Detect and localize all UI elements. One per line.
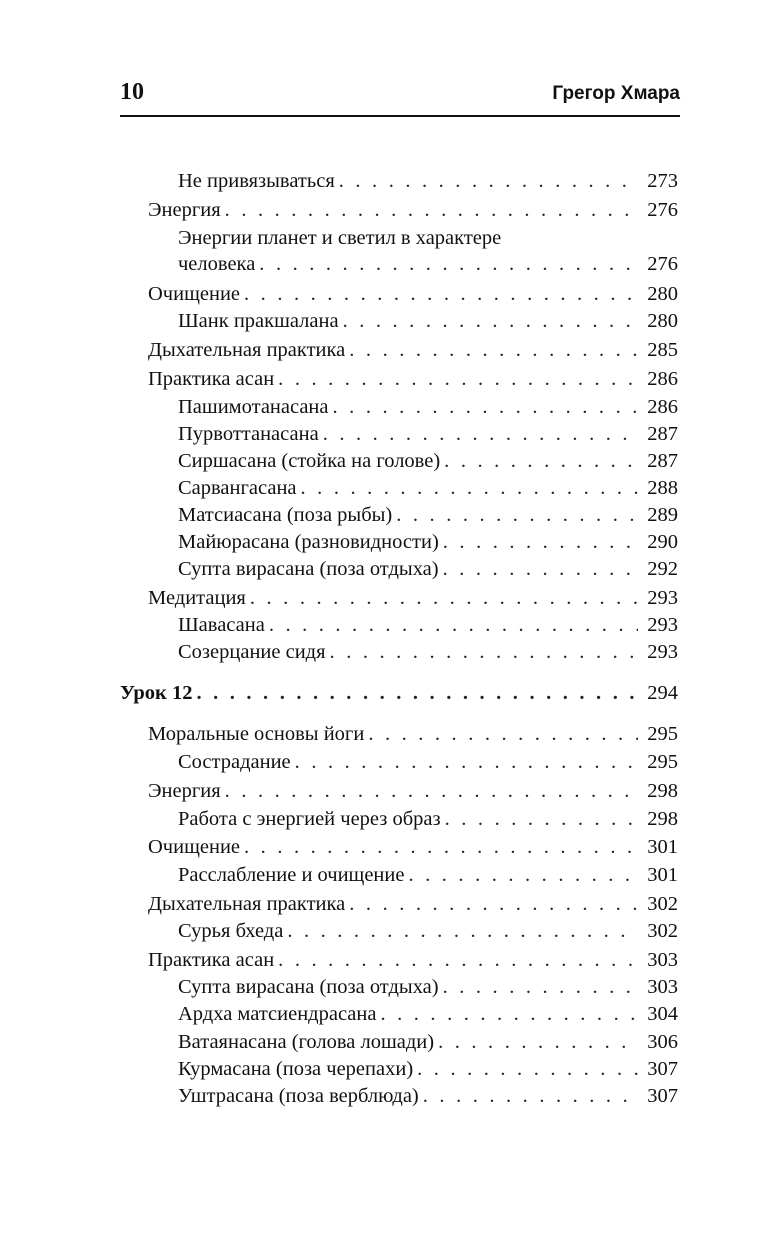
toc-entry-title: Ардха матсиендрасана xyxy=(178,1003,377,1025)
toc-entry xyxy=(178,556,678,583)
dot-leader xyxy=(330,639,638,666)
toc-entry-page: 286 xyxy=(647,396,678,418)
dot-leader xyxy=(278,366,638,393)
toc-entry xyxy=(178,806,678,833)
toc-entry-page: 302 xyxy=(647,920,678,942)
dot-leader xyxy=(443,974,638,1001)
toc-entry-title: Не привязываться xyxy=(178,170,335,192)
dot-leader xyxy=(423,1083,638,1110)
dot-leader xyxy=(196,680,638,707)
toc-entry-page: 285 xyxy=(647,339,678,361)
toc-entry-title: Уштрасана (поза верблюда) xyxy=(178,1085,419,1107)
toc-entry-title: Урок 12 xyxy=(120,682,193,704)
toc-entry-title: Курмасана (поза черепахи) xyxy=(178,1058,414,1080)
dot-leader xyxy=(349,891,638,918)
toc-entry-title: Пашимотанасана xyxy=(178,396,329,418)
toc-entry-title: Моральные основы йоги xyxy=(148,723,365,745)
toc-entry-title: Дыхательная практика xyxy=(148,893,346,915)
toc-entry xyxy=(148,721,678,748)
dot-leader xyxy=(396,502,638,529)
toc-entry-title: Супта вирасана (поза отдыха) xyxy=(178,558,439,580)
toc-entry-page: 302 xyxy=(647,893,678,915)
toc-entry xyxy=(178,421,678,448)
toc-entry xyxy=(148,337,678,364)
dot-leader xyxy=(278,947,638,974)
toc-entry-page: 303 xyxy=(647,949,678,971)
toc-entry-title: Очищение xyxy=(148,836,241,858)
toc-entry xyxy=(178,448,678,475)
toc-entry-page: 307 xyxy=(647,1085,678,1107)
toc-entry-title: Сарвангасана xyxy=(178,477,297,499)
toc-entry xyxy=(178,1029,678,1056)
toc-entry-title: Шанк пракшалана xyxy=(178,310,339,332)
toc-entry xyxy=(148,281,678,308)
toc-entry-title: Энергия xyxy=(148,780,221,802)
toc-entry xyxy=(178,1056,678,1083)
toc-entry xyxy=(178,1083,678,1110)
toc-entry xyxy=(148,585,678,612)
dot-leader xyxy=(250,585,638,612)
toc-entry-page: 280 xyxy=(647,283,678,305)
toc-entry-title: Дыхательная практика xyxy=(148,339,346,361)
toc-entry-title: Работа с энергией через образ xyxy=(178,808,441,830)
toc-entry-page: 287 xyxy=(647,423,678,445)
toc-entry-page: 298 xyxy=(647,808,678,830)
toc-entry-page: 301 xyxy=(647,836,678,858)
toc-entry-page: 280 xyxy=(647,310,678,332)
toc-entry xyxy=(178,394,678,421)
toc-entry-title: Сострадание xyxy=(178,751,291,773)
toc-entry xyxy=(178,749,678,776)
toc-entry-page: 306 xyxy=(647,1031,678,1053)
dot-leader xyxy=(443,529,638,556)
dot-leader xyxy=(301,475,638,502)
page-number: 10 xyxy=(120,79,144,105)
dot-leader xyxy=(269,612,638,639)
toc-entry-title: Энергия xyxy=(148,199,221,221)
toc-entry-page: 295 xyxy=(647,723,678,745)
dot-leader xyxy=(225,197,638,224)
dot-leader xyxy=(444,448,638,475)
dot-leader xyxy=(417,1056,638,1083)
toc-chapter-entry xyxy=(120,680,678,707)
dot-leader xyxy=(323,421,638,448)
toc-entry xyxy=(178,612,678,639)
dot-leader xyxy=(349,337,638,364)
toc-entry-title: Сурья бхеда xyxy=(178,920,284,942)
toc-entry-title: Сиршасана (стойка на голове) xyxy=(178,450,441,472)
toc-entry xyxy=(178,918,678,945)
dot-leader xyxy=(445,806,638,833)
toc-entry-title: Шавасана xyxy=(178,614,265,636)
toc-entry-page: 293 xyxy=(647,614,678,636)
toc-entry-title: Медитация xyxy=(148,587,246,609)
toc-entry-page: 303 xyxy=(647,976,678,998)
toc-entry-page: 293 xyxy=(647,641,678,663)
toc-entry xyxy=(148,197,678,224)
toc-entry xyxy=(178,251,678,278)
toc-entry xyxy=(178,974,678,1001)
toc-entry-title: Супта вирасана (поза отдыха) xyxy=(178,976,439,998)
running-head-author: Грегор Хмара xyxy=(552,83,680,104)
toc-entry-title: Майюрасана (разновидности) xyxy=(178,531,439,553)
toc-entry-title: Ватаянасана (голова лошади) xyxy=(178,1031,435,1053)
toc-entry-page: 304 xyxy=(647,1003,678,1025)
toc-entry-page: 286 xyxy=(647,368,678,390)
toc-entry xyxy=(178,529,678,556)
dot-leader xyxy=(244,281,638,308)
toc-entry xyxy=(148,366,678,393)
toc-entry-page: 276 xyxy=(647,199,678,221)
toc-entry-page: 289 xyxy=(647,504,678,526)
dot-leader xyxy=(339,168,638,195)
toc-entry-page: 294 xyxy=(647,682,678,704)
dot-leader xyxy=(225,778,638,805)
toc-entry-page: 298 xyxy=(647,780,678,802)
toc-entry xyxy=(178,1001,678,1028)
toc-entry-title: человека xyxy=(178,253,256,275)
dot-leader xyxy=(333,394,638,421)
toc-entry-page: 292 xyxy=(647,558,678,580)
dot-leader xyxy=(408,862,638,889)
toc-entry xyxy=(178,502,678,529)
toc-entry-title: Практика асан xyxy=(148,949,275,971)
toc-entry xyxy=(148,891,678,918)
toc-entry-title: Расслабление и очищение xyxy=(178,864,405,886)
toc-entry-page: 276 xyxy=(647,253,678,275)
toc-entry-page: 273 xyxy=(647,170,678,192)
toc-entry-title: Очищение xyxy=(148,283,241,305)
toc-entry xyxy=(148,834,678,861)
dot-leader xyxy=(287,918,638,945)
toc-entry-page: 295 xyxy=(647,751,678,773)
toc-entry xyxy=(148,947,678,974)
toc-entry xyxy=(178,168,678,195)
toc-entry-page: 293 xyxy=(647,587,678,609)
toc-entry xyxy=(178,862,678,889)
dot-leader xyxy=(259,251,638,278)
toc-entry xyxy=(178,308,678,335)
dot-leader xyxy=(244,834,638,861)
dot-leader xyxy=(443,556,638,583)
dot-leader xyxy=(295,749,638,776)
toc-entry-title-line1: Энергии планет и светил в характере xyxy=(178,227,502,249)
toc-entry-title: Созерцание сидя xyxy=(178,641,326,663)
toc-entry xyxy=(148,778,678,805)
dot-leader xyxy=(368,721,638,748)
toc-entry-title: Матсиасана (поза рыбы) xyxy=(178,504,393,526)
toc-entry-page: 307 xyxy=(647,1058,678,1080)
toc-entry xyxy=(178,639,678,666)
toc-entry-page: 301 xyxy=(647,864,678,886)
toc-entry-title: Практика асан xyxy=(148,368,275,390)
dot-leader xyxy=(380,1001,638,1028)
toc-entry-page: 290 xyxy=(647,531,678,553)
toc-entry-page: 287 xyxy=(647,450,678,472)
toc-entry-page: 288 xyxy=(647,477,678,499)
toc-entry xyxy=(178,475,678,502)
dot-leader xyxy=(343,308,638,335)
dot-leader xyxy=(438,1029,638,1056)
toc-entry-title: Пурвоттанасана xyxy=(178,423,319,445)
